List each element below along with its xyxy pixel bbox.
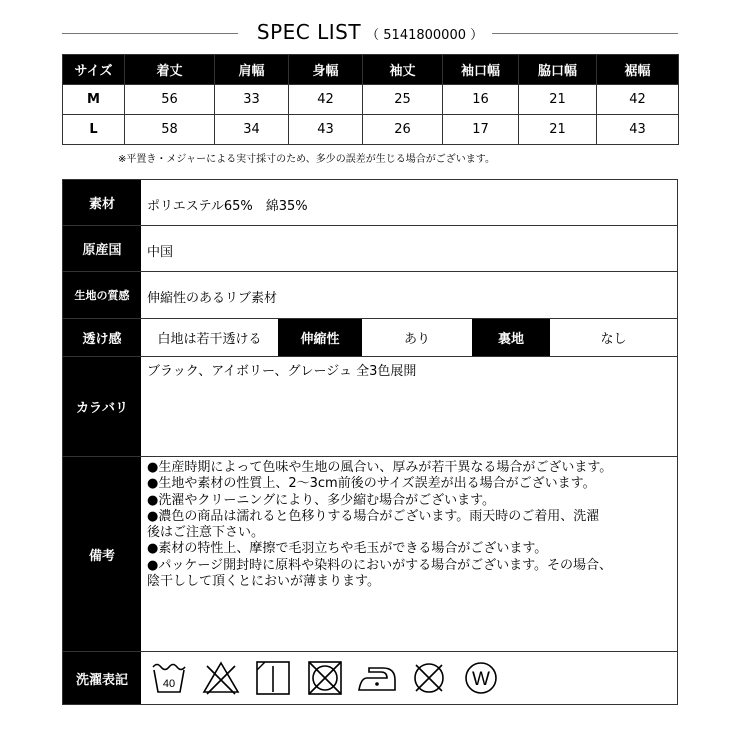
sheer-value: 白地は若干透ける <box>157 332 262 347</box>
value-cell: 26 <box>363 115 443 145</box>
texture-label: 生地の質感 <box>63 272 141 318</box>
lining-value: なし <box>600 332 627 347</box>
size-table-header <box>63 55 679 85</box>
care-row <box>62 651 678 705</box>
stretch-value: あり <box>403 332 430 347</box>
value-cell: 16 <box>443 85 519 115</box>
properties-row <box>62 318 678 357</box>
origin-row <box>62 225 678 272</box>
size-cell: L <box>63 115 125 145</box>
remark-line: ●濃色の商品は濡れると色移りする場合がございます。雨天時のご着用、洗濯 <box>147 508 600 524</box>
value-cell: 43 <box>597 115 679 145</box>
value-cell: 42 <box>289 85 363 115</box>
remark-line: 陰干しして頂くとにおいが薄まります。 <box>147 574 380 590</box>
header-cell: 袖丈 <box>363 55 443 85</box>
colors-value: ブラック、アイボリー、グレージュ 全3色展開 <box>147 364 417 379</box>
value-cell: 58 <box>125 115 215 145</box>
value-cell: 21 <box>519 115 597 145</box>
stretch-label: 伸縮性 <box>278 319 362 356</box>
header-cell: 肩幅 <box>215 55 289 85</box>
remark-line: ●素材の特性上、摩擦で毛羽立ちや毛玉ができる場合がございます。 <box>147 541 548 557</box>
origin-value: 中国 <box>147 245 174 260</box>
iron-low-icon <box>357 658 397 698</box>
header-cell: サイズ <box>63 55 125 85</box>
texture-value: 伸縮性のあるリブ素材 <box>147 291 278 306</box>
header-cell: 身幅 <box>289 55 363 85</box>
wash-40-icon <box>149 658 189 698</box>
material-label: 素材 <box>63 180 141 225</box>
table-row <box>63 85 679 115</box>
value-cell: 25 <box>363 85 443 115</box>
page-title <box>0 20 740 44</box>
size-table <box>62 54 679 145</box>
value-cell: 56 <box>125 85 215 115</box>
remark-line: ●生産時期によって色味や生地の風合い、厚みが若干異なる場合がございます。 <box>147 460 613 475</box>
no-bleach-icon <box>201 658 241 698</box>
value-cell: 34 <box>215 115 289 145</box>
size-cell: M <box>63 85 125 115</box>
product-code: （ 5141800000 ） <box>366 28 484 43</box>
remark-line: ●生地や素材の性質上、2～3cm前後のサイズ誤差が出る場合がございます。 <box>147 476 596 492</box>
header-cell: 脇口幅 <box>519 55 597 85</box>
care-label: 洗濯表記 <box>63 652 141 704</box>
colors-row <box>62 356 678 457</box>
no-dry-clean-icon <box>409 658 449 698</box>
value-cell: 21 <box>519 85 597 115</box>
remark-line: ●パッケージ開封時に原料や染料のにおいがする場合がございます。その場合、 <box>147 557 613 573</box>
material-row <box>62 179 678 226</box>
lining-label: 裏地 <box>472 319 550 356</box>
remark-line: ●洗濯やクリーニングにより、多少縮む場合がございます。 <box>147 492 496 508</box>
remarks-label: 備考 <box>63 457 141 651</box>
origin-label: 原産国 <box>63 226 141 271</box>
remark-line: 後はご注意下さい。 <box>147 525 265 541</box>
wet-clean-letter: W <box>472 669 490 690</box>
colors-label: カラバリ <box>63 357 141 456</box>
table-row <box>63 115 679 145</box>
title-text: SPEC LIST <box>256 20 362 44</box>
wash-temperature: 40 <box>162 678 176 690</box>
value-cell: 43 <box>289 115 363 145</box>
value-cell: 33 <box>215 85 289 115</box>
header-cell: 裾幅 <box>597 55 679 85</box>
header-cell: 着丈 <box>125 55 215 85</box>
value-cell: 17 <box>443 115 519 145</box>
header-cell: 袖口幅 <box>443 55 519 85</box>
remarks-text <box>147 460 612 590</box>
measurement-note: ※平置き・メジャーによる実寸採寸のため、多少の誤差が生じる場合がございます。 <box>118 154 495 165</box>
no-tumble-dry-icon <box>305 658 345 698</box>
texture-row <box>62 271 678 319</box>
remarks-row <box>62 456 678 652</box>
line-dry-shade-icon <box>253 658 293 698</box>
value-cell: 42 <box>597 85 679 115</box>
sheer-label: 透け感 <box>63 319 141 356</box>
wet-clean-icon <box>461 658 501 698</box>
material-value: ポリエステル65% 綿35% <box>147 199 308 214</box>
